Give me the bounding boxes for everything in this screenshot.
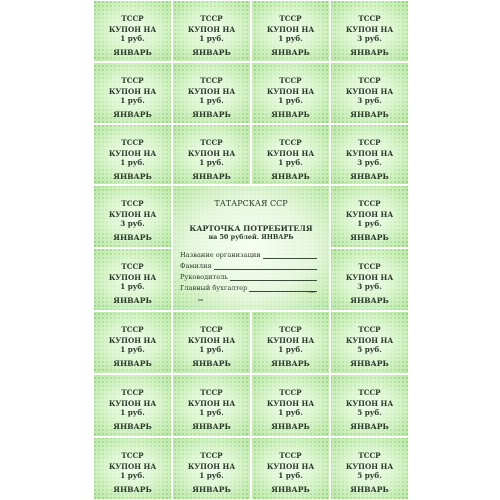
- coupon-cell: [172, 0, 251, 62]
- coupon-cell: [330, 374, 409, 437]
- field-organization: [180, 251, 317, 259]
- card-title: ТАТАРСКАЯ ССР: [214, 199, 288, 208]
- coupon-month: ЯНВАРЬ: [113, 172, 152, 181]
- coupon-amount: 1 руб.: [278, 158, 303, 167]
- coupon-month: ЯНВАРЬ: [192, 172, 231, 181]
- coupon-month: ЯНВАРЬ: [113, 359, 152, 368]
- coupon-amount: 1 руб.: [199, 34, 224, 43]
- coupon-label: КУПОН НА: [345, 273, 394, 282]
- coupon-cell: [93, 0, 172, 62]
- coupon-label: КУПОН НА: [187, 149, 236, 158]
- coupon-cell: [172, 437, 251, 500]
- coupon-cell: [330, 0, 409, 62]
- field-label: Название организации: [180, 251, 261, 259]
- coupon-cell: [251, 0, 330, 62]
- coupon-label: КУПОН НА: [345, 149, 394, 158]
- coupon-amount: 3 руб.: [357, 282, 382, 291]
- coupon-cell: [93, 311, 172, 374]
- coupon-month: ЯНВАРЬ: [350, 359, 389, 368]
- coupon-republic: ТССР: [358, 199, 381, 208]
- coupon-month: ЯНВАРЬ: [192, 110, 231, 119]
- coupon-republic: ТССР: [121, 76, 144, 85]
- coupon-label: КУПОН НА: [266, 336, 315, 345]
- coupon-cell: [251, 124, 330, 185]
- coupon-republic: ТССР: [121, 14, 144, 23]
- coupon-month: ЯНВАРЬ: [350, 48, 389, 57]
- coupon-label: КУПОН НА: [187, 25, 236, 34]
- coupon-republic: ТССР: [279, 138, 302, 147]
- coupon-month: ЯНВАРЬ: [271, 485, 310, 494]
- coupon-cell: [330, 248, 409, 311]
- coupon-label: КУПОН НА: [345, 25, 394, 34]
- coupon-republic: ТССР: [200, 76, 223, 85]
- coupon-republic: ТССР: [358, 325, 381, 334]
- coupon-republic: ТССР: [279, 388, 302, 397]
- coupon-label: КУПОН НА: [266, 399, 315, 408]
- coupon-cell: [93, 185, 172, 248]
- coupon-republic: ТССР: [121, 199, 144, 208]
- coupon-sheet: [93, 0, 409, 500]
- coupon-month: ЯНВАРЬ: [113, 233, 152, 242]
- coupon-amount: 1 руб.: [199, 345, 224, 354]
- coupon-republic: ТССР: [279, 14, 302, 23]
- coupon-republic: ТССР: [200, 325, 223, 334]
- coupon-label: КУПОН НА: [187, 462, 236, 471]
- coupon-cell: [251, 437, 330, 500]
- print-code-left: мп: [198, 298, 204, 302]
- coupon-label: КУПОН НА: [187, 399, 236, 408]
- coupon-month: ЯНВАРЬ: [113, 296, 152, 305]
- field-label: Руководитель: [180, 273, 228, 281]
- coupon-amount: 1 руб.: [199, 471, 224, 480]
- coupon-amount: 1 руб.: [199, 158, 224, 167]
- coupon-label: КУПОН НА: [187, 87, 236, 96]
- coupon-republic: ТССР: [121, 138, 144, 147]
- coupon-label: КУПОН НА: [108, 399, 157, 408]
- coupon-cell: [172, 124, 251, 185]
- coupon-label: КУПОН НА: [345, 399, 394, 408]
- coupon-month: ЯНВАРЬ: [350, 296, 389, 305]
- coupon-label: КУПОН НА: [108, 336, 157, 345]
- coupon-label: КУПОН НА: [187, 336, 236, 345]
- coupon-label: КУПОН НА: [345, 336, 394, 345]
- coupon-cell: [93, 124, 172, 185]
- coupon-republic: ТССР: [358, 138, 381, 147]
- coupon-month: ЯНВАРЬ: [271, 48, 310, 57]
- coupon-cell: [172, 374, 251, 437]
- coupon-cell: [251, 311, 330, 374]
- coupon-republic: ТССР: [358, 262, 381, 271]
- coupon-cell: [251, 62, 330, 124]
- coupon-cell: [93, 248, 172, 311]
- coupon-month: ЯНВАРЬ: [192, 422, 231, 431]
- coupon-republic: ТССР: [121, 325, 144, 334]
- coupon-amount: 1 руб.: [199, 408, 224, 417]
- coupon-label: КУПОН НА: [266, 462, 315, 471]
- coupon-month: ЯНВАРЬ: [113, 110, 152, 119]
- coupon-amount: 3 руб.: [120, 219, 145, 228]
- coupon-republic: ТССР: [200, 451, 223, 460]
- coupon-label: КУПОН НА: [345, 210, 394, 219]
- coupon-republic: ТССР: [121, 388, 144, 397]
- field-line: [249, 284, 317, 292]
- coupon-amount: 1 руб.: [120, 34, 145, 43]
- coupon-republic: ТССР: [200, 388, 223, 397]
- coupon-republic: ТССР: [121, 262, 144, 271]
- coupon-label: КУПОН НА: [345, 462, 394, 471]
- coupon-month: ЯНВАРЬ: [350, 172, 389, 181]
- coupon-month: ЯНВАРЬ: [113, 48, 152, 57]
- field-label: Фамилия: [180, 262, 212, 270]
- coupon-month: ЯНВАРЬ: [350, 485, 389, 494]
- coupon-cell: [330, 311, 409, 374]
- coupon-amount: 3 руб.: [357, 96, 382, 105]
- coupon-republic: ТССР: [358, 76, 381, 85]
- coupon-republic: ТССР: [279, 451, 302, 460]
- coupon-cell: [93, 437, 172, 500]
- coupon-republic: ТССР: [121, 451, 144, 460]
- coupon-cell: [251, 374, 330, 437]
- coupon-cell: [93, 62, 172, 124]
- card-subheading: на 50 рублей. ЯНВАРЬ: [208, 233, 294, 241]
- coupon-amount: 1 руб.: [278, 96, 303, 105]
- coupon-amount: 3 руб.: [357, 158, 382, 167]
- coupon-label: КУПОН НА: [266, 149, 315, 158]
- coupon-amount: 1 руб.: [120, 345, 145, 354]
- coupon-amount: 1 руб.: [278, 34, 303, 43]
- coupon-republic: ТССР: [200, 138, 223, 147]
- coupon-amount: 5 руб.: [357, 471, 382, 480]
- coupon-label: КУПОН НА: [266, 25, 315, 34]
- coupon-republic: ТССР: [358, 451, 381, 460]
- coupon-label: КУПОН НА: [266, 87, 315, 96]
- field-line: [230, 273, 317, 281]
- coupon-label: КУПОН НА: [108, 273, 157, 282]
- coupon-amount: 5 руб.: [357, 345, 382, 354]
- consumer-card: [172, 185, 330, 311]
- coupon-amount: 3 руб.: [357, 34, 382, 43]
- coupon-amount: 1 руб.: [120, 96, 145, 105]
- coupon-amount: 1 руб.: [120, 471, 145, 480]
- coupon-month: ЯНВАРЬ: [350, 233, 389, 242]
- coupon-amount: 1 руб.: [199, 96, 224, 105]
- coupon-label: КУПОН НА: [108, 25, 157, 34]
- field-line: [263, 251, 317, 259]
- coupon-amount: 1 руб.: [278, 345, 303, 354]
- coupon-amount: 1 руб.: [120, 408, 145, 417]
- coupon-amount: 1 руб.: [357, 219, 382, 228]
- coupon-cell: [330, 62, 409, 124]
- coupon-cell: [172, 311, 251, 374]
- coupon-month: ЯНВАРЬ: [113, 485, 152, 494]
- coupon-month: ЯНВАРЬ: [350, 422, 389, 431]
- coupon-amount: 5 руб.: [357, 408, 382, 417]
- card-heading: КАРТОЧКА ПОТРЕБИТЕЛЯ: [189, 224, 313, 233]
- coupon-label: КУПОН НА: [108, 87, 157, 96]
- coupon-month: ЯНВАРЬ: [350, 110, 389, 119]
- print-code-right: тзю: [308, 290, 315, 294]
- coupon-republic: ТССР: [200, 14, 223, 23]
- coupon-cell: [93, 374, 172, 437]
- coupon-amount: 1 руб.: [278, 408, 303, 417]
- coupon-month: ЯНВАРЬ: [192, 48, 231, 57]
- coupon-republic: ТССР: [279, 325, 302, 334]
- coupon-cell: [330, 437, 409, 500]
- coupon-amount: 1 руб.: [120, 282, 145, 291]
- coupon-label: КУПОН НА: [345, 87, 394, 96]
- coupon-month: ЯНВАРЬ: [271, 422, 310, 431]
- coupon-label: КУПОН НА: [108, 462, 157, 471]
- coupon-republic: ТССР: [358, 388, 381, 397]
- coupon-cell: [172, 62, 251, 124]
- coupon-label: КУПОН НА: [108, 210, 157, 219]
- coupon-cell: [330, 124, 409, 185]
- coupon-amount: 1 руб.: [278, 471, 303, 480]
- field-director: [180, 273, 317, 281]
- field-surname: [180, 262, 317, 270]
- coupon-amount: 1 руб.: [120, 158, 145, 167]
- field-chief-accountant: [180, 284, 317, 292]
- coupon-month: ЯНВАРЬ: [113, 422, 152, 431]
- coupon-label: КУПОН НА: [108, 149, 157, 158]
- coupon-month: ЯНВАРЬ: [192, 359, 231, 368]
- coupon-month: ЯНВАРЬ: [271, 172, 310, 181]
- coupon-republic: ТССР: [358, 14, 381, 23]
- coupon-cell: [330, 185, 409, 248]
- coupon-month: ЯНВАРЬ: [271, 110, 310, 119]
- coupon-republic: ТССР: [279, 76, 302, 85]
- coupon-month: ЯНВАРЬ: [192, 485, 231, 494]
- coupon-month: ЯНВАРЬ: [271, 359, 310, 368]
- field-line: [214, 262, 317, 270]
- field-label: Главный бухгалтер: [180, 284, 248, 292]
